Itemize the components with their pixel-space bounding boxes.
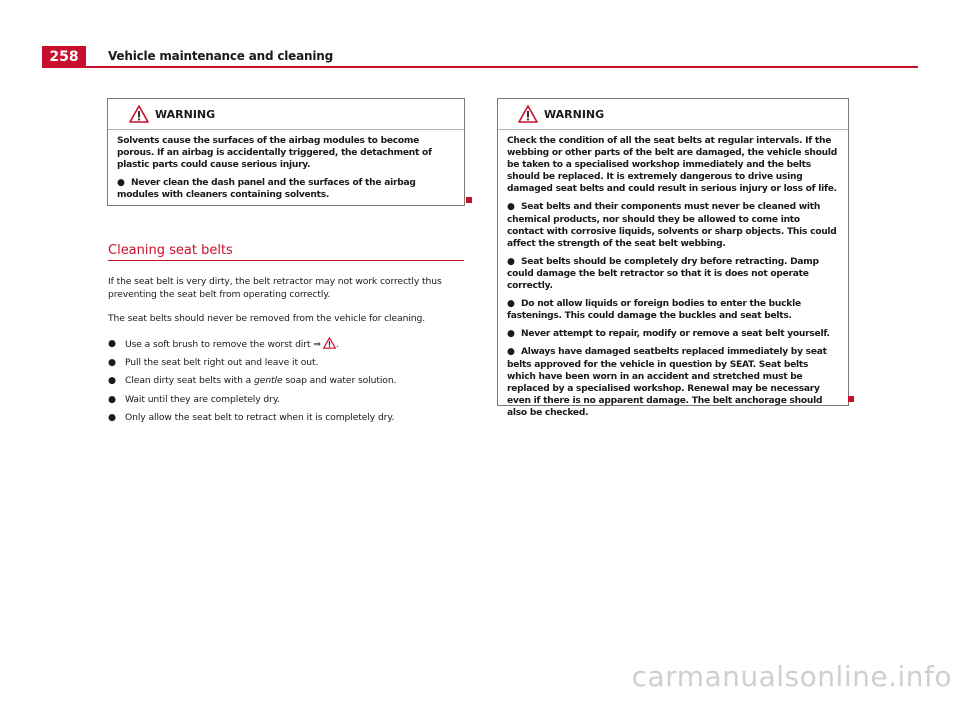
warning-label: WARNING [544,108,605,121]
warning-bullet-text: Never clean the dash panel and the surfaces of the airbag modules with cleaners containing solvents. [117,178,416,201]
list-item: ● Only allow the seat belt to retract when it is completely dry. [108,412,395,423]
warning-bullet-text: Never attempt to repair, modify or remove a seat belt yourself. [521,329,830,340]
cleaning-steps-list [108,337,396,430]
section-rule [108,260,464,261]
list-item-text: Clean dirty seat belts with a [125,375,255,386]
list-item: ● Use a soft brush to remove the worst dirt ⇒ . [108,338,339,350]
warning-bullet-text: Do not allow liquids or foreign bodies to enter the buckle fastenings. This could damage the buckles and seat belts. [507,299,801,322]
end-of-section-mark [848,396,854,402]
warning-paragraph: Solvents cause the surfaces of the airbag modules to become porous. If an airbag is accidentally triggered, the detachment of plastic parts could cause serious injury. [117,136,432,171]
warning-bullet: ● Seat belts and their components must never be cleaned with chemical products, nor should they be allowed to come into contact with corrosive liquids, solvents or sharp objects. This could affect the strength of the seat belt webbing. [507,202,837,249]
warning-paragraph: Check the condition of all the seat belts at regular intervals. If the webbing or other parts of the belt are damaged, the vehicle should be taken to a specialised workshop immediately and the belts should be replaced. It is extremely dangerous to drive using damaged seat belts and could result in serious injury or loss of life. [507,136,837,195]
warning-triangle-icon[interactable] [323,337,336,349]
warning-bullet-text: Seat belts and their components must never be cleaned with chemical products, nor should they be allowed to come into contact with corrosive liquids, solvents or sharp objects. This could affect the strength of the seat belt webbing. [507,202,837,249]
list-item-text: Wait until they are completely dry. [125,393,280,405]
section-title: Cleaning seat belts [108,243,233,258]
warning-label: WARNING [155,108,216,121]
warning-bullet: ● Do not allow liquids or foreign bodies to enter the buckle fastenings. This could damage the buckles and seat belts. [507,299,801,322]
page-number: 258 [42,46,86,68]
warning-triangle-icon [518,105,538,123]
warning-box-seat-belts [497,98,849,418]
list-item: ● Pull the seat belt right out and leave it out. [108,356,319,368]
end-of-section-mark [466,197,472,203]
warning-bullet: ● Seat belts should be completely dry before retracting. Damp could damage the belt retractor so that it is does not operate correctly. [507,256,819,292]
list-item: ● Clean dirty seat belts with a gentle soap and water solution. [108,375,397,386]
section-paragraph-1: If the seat belt is very dirty, the belt retractor may not work correctly thus preventing the seat belt from operating correctly. [108,276,442,300]
list-item-text-end: soap and water solution. [282,375,397,386]
warning-box-header [108,99,464,130]
warning-bullet: ● Never attempt to repair, modify or remove a seat belt yourself. [507,329,830,340]
warning-bullet: ● Always have damaged seatbelts replaced immediately by seat belts approved for the vehicle in question by SEAT. Seat belts which have been worn in an accident and stretched must be replaced by a specialised workshop. Renewal may be necessary even if there is no apparent damage. The belt anchorage should also be checked. [507,347,827,418]
list-item-text: Use a soft brush to remove the worst dirt ⇒ [125,339,321,350]
list-item-text: Pull the seat belt right out and leave it out. [125,356,319,368]
warning-bullet-text: Seat belts should be completely dry before retracting. Damp could damage the belt retractor so that it is does not operate correctly. [507,256,819,292]
warning-box-airbag [107,98,465,206]
warning-body [108,130,464,201]
warning-body [498,130,848,419]
section-paragraph-2: The seat belts should never be removed from the vehicle for cleaning. [108,313,426,324]
header-rule [86,66,918,68]
warning-box-header [498,99,848,130]
emphasis-text: gentle [254,375,283,386]
list-item-text: Only allow the seat belt to retract when it is completely dry. [125,412,395,423]
watermark: carmanualsonline.info [631,660,952,693]
warning-bullet-text: Always have damaged seatbelts replaced immediately by seat belts approved for the vehicle in question by SEAT. Seat belts which have been worn in an accident and stretched must be replaced by a specialised workshop. Renewal may be necessary even if there is no apparent damage. The belt anchorage should also be checked. [507,347,827,418]
list-item-suffix: . [335,339,339,350]
warning-bullet: ● Never clean the dash panel and the surfaces of the airbag modules with cleaners containing solvents. [117,178,416,201]
page-header-title: Vehicle maintenance and cleaning [108,49,333,63]
list-item: ● Wait until they are completely dry. [108,393,280,405]
warning-triangle-icon [129,105,149,123]
